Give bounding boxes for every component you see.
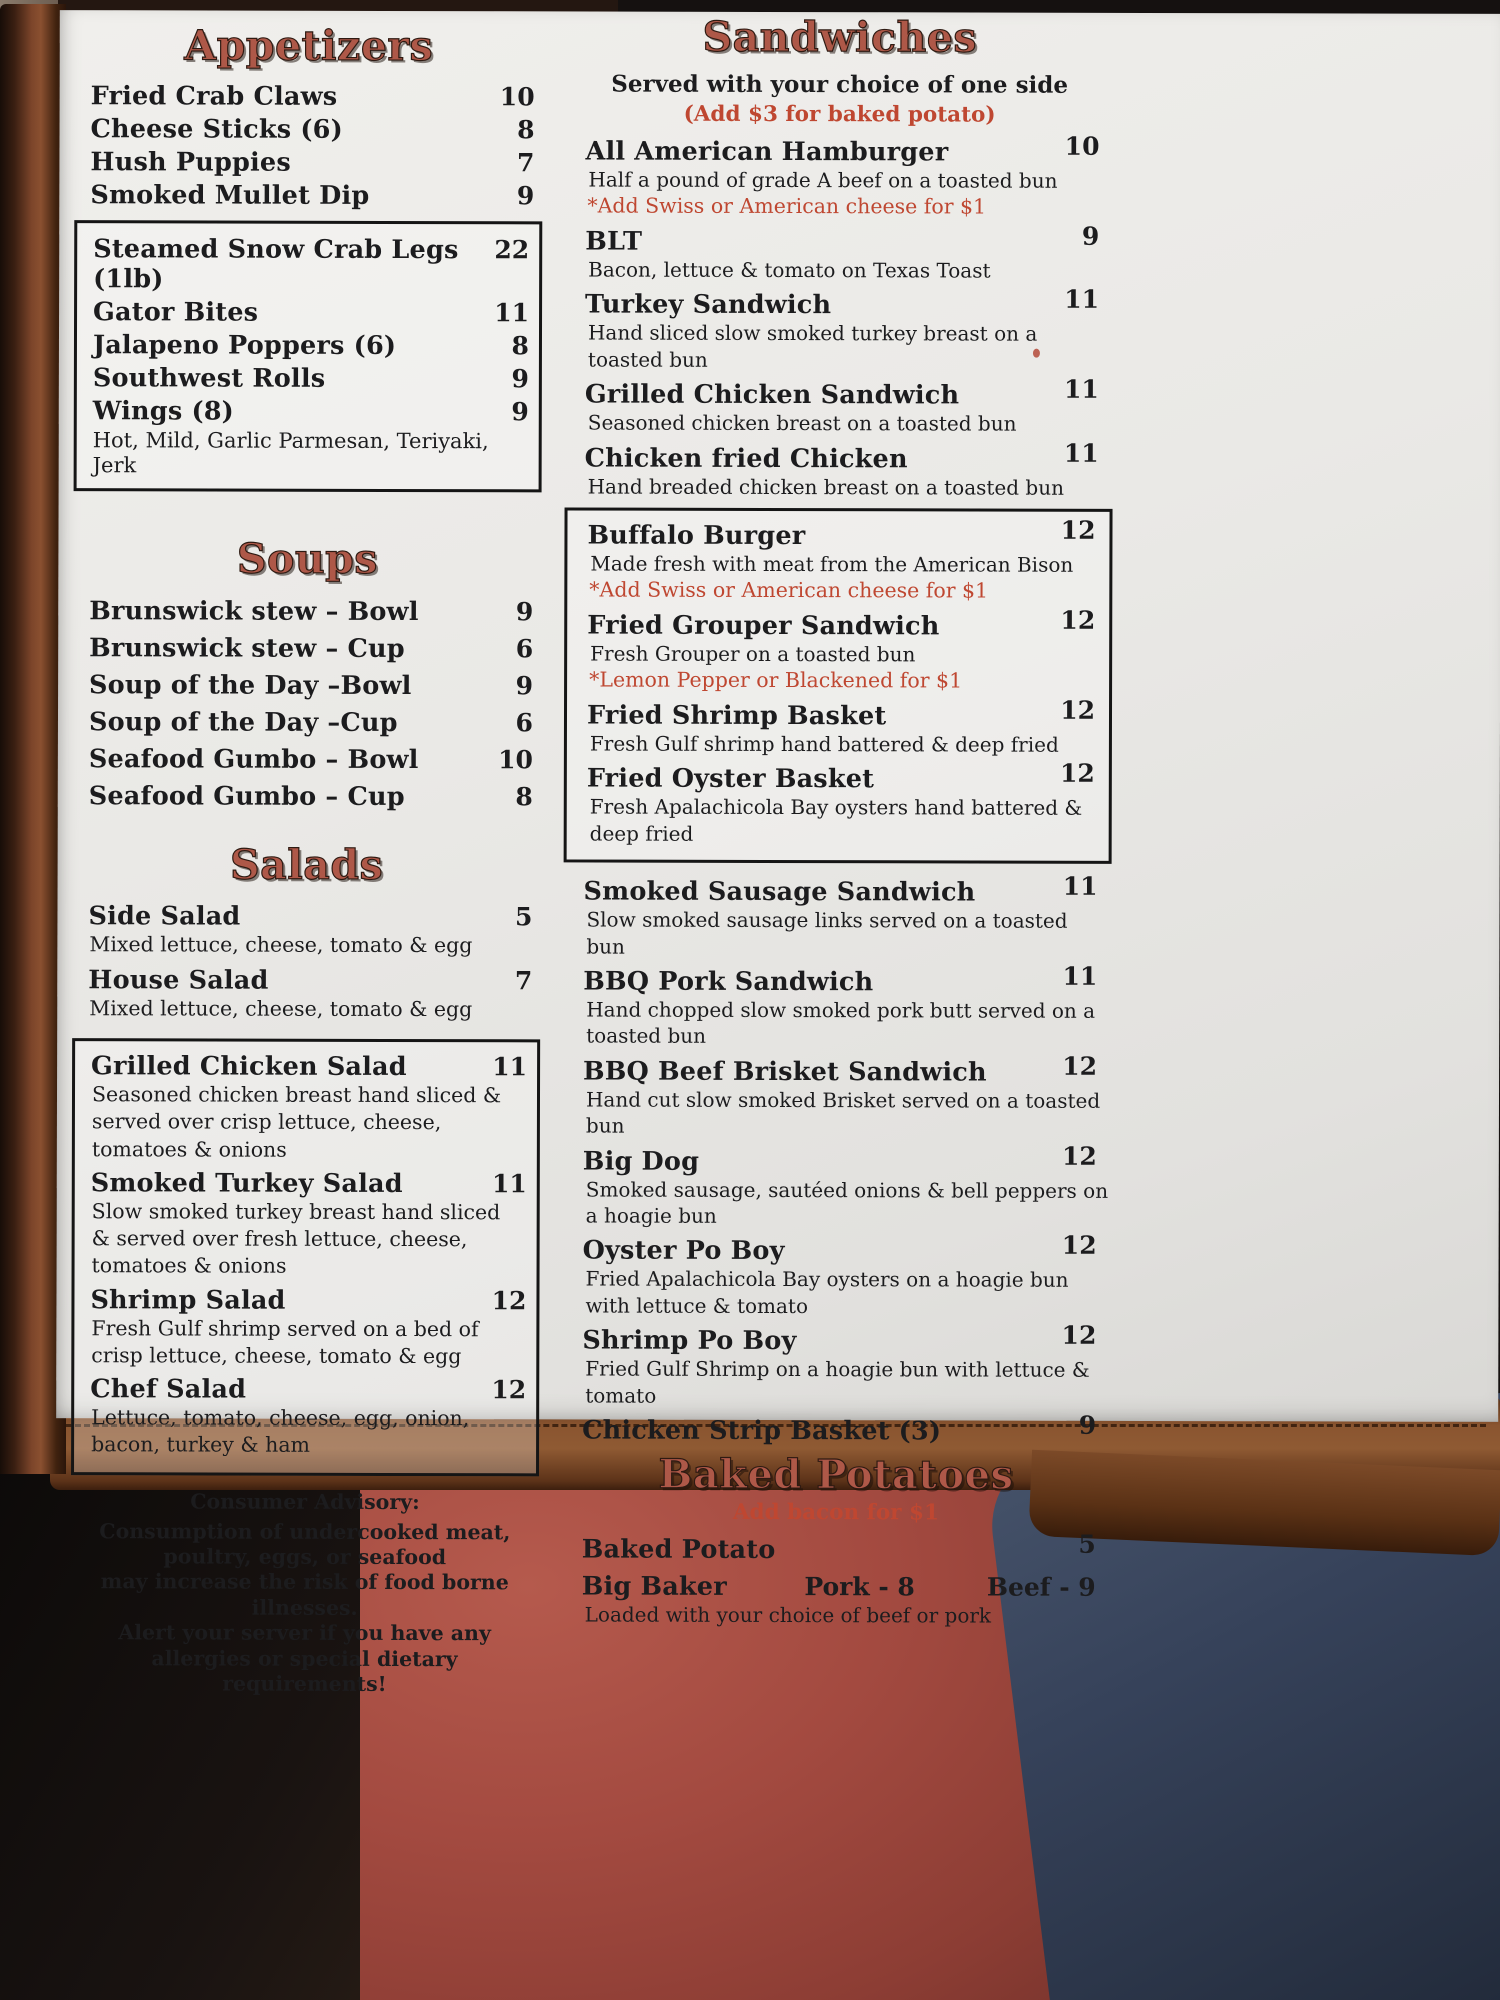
sandwiches-subtitle: Served with your choice of one side (611, 70, 1069, 99)
menu-item (562, 1320, 1110, 1357)
item-price: 8 (511, 331, 530, 361)
item-description: Half a pound of grade A beef on a toasted bun (588, 167, 1058, 193)
item-name: Smoked Sausage Sandwich (583, 876, 976, 908)
item-description: Fresh Gulf shrimp served on a bed of crisp lettuce, cheese, tomato & egg (91, 1315, 479, 1368)
menu-item (565, 438, 1113, 474)
soups-list (73, 597, 542, 813)
item-name: Hush Puppies (90, 147, 291, 178)
item-price: 12 (1060, 695, 1096, 725)
menu-item (567, 695, 1109, 732)
item-price: 9 (1078, 1410, 1097, 1440)
item-name: Fried Shrimp Basket (586, 700, 887, 732)
menu-entry (72, 901, 540, 959)
item-price: 11 (1064, 285, 1100, 315)
item-description: Hot, Mild, Garlic Parmesan, Teriyaki, Jerk (92, 428, 489, 478)
menu-entry (74, 1285, 534, 1371)
item-price: 9 (515, 597, 534, 627)
menu-entry (563, 872, 1111, 961)
menu-item (73, 597, 541, 628)
item-name: Brunswick stew – Cup (89, 633, 405, 665)
menu-entry (562, 1529, 1110, 1565)
item-price: 12 (1060, 605, 1096, 635)
item-name: Fried Crab Claws (90, 81, 338, 112)
item-description: Hand chopped slow smoked pork butt served on a toasted bun (586, 997, 1096, 1049)
salads-featured-box (71, 1038, 540, 1476)
item-price: 12 (1062, 1141, 1097, 1171)
baked-potatoes-note: Add bacon for $1 (732, 1499, 939, 1526)
item-description: Slow smoked sausage links served on a toasted bun (586, 907, 1068, 959)
item-name: Jalapeno Poppers (6) (92, 330, 397, 362)
item-name: Grilled Chicken Sandwich (584, 379, 960, 411)
menu-entry (562, 1231, 1110, 1320)
item-description: Fresh Grouper on a toasted bun (590, 641, 916, 667)
item-name: Soup of the Day –Bowl (89, 670, 412, 702)
item-price: 12 (1061, 1320, 1097, 1351)
item-name: Southwest Rolls (92, 363, 326, 394)
menu-item (565, 221, 1113, 258)
menu-item (72, 901, 540, 932)
menu-entry (567, 759, 1109, 848)
item-name: Chicken Strip Basket (3) (582, 1415, 942, 1447)
item-description: Loaded with your choice of beef or pork (584, 1602, 992, 1628)
item-description: Fresh Gulf shrimp hand battered & deep fried (589, 731, 1059, 757)
item-price: 6 (515, 708, 534, 738)
menu-item (562, 1410, 1110, 1447)
menu-entry (72, 965, 540, 1023)
sandwiches-featured-box (564, 507, 1113, 864)
menu-entry (565, 221, 1113, 285)
item-price: 11 (1064, 374, 1099, 405)
menu-item (74, 147, 542, 178)
soups-title: Soups (236, 535, 378, 584)
salads-title: Salads (229, 841, 384, 890)
menu-entry (562, 1320, 1110, 1410)
item-price: 11 (494, 298, 530, 328)
item-name: Big Baker (581, 1571, 727, 1602)
advisory-line: may increase the risk of food borne illnesses. (100, 1569, 509, 1620)
item-price: 9 (511, 397, 529, 427)
menu-entry (562, 1410, 1110, 1447)
menu-item (563, 1231, 1111, 1267)
item-name: Gator Bites (93, 297, 259, 328)
item-name: Steamed Snow Crab Legs (1lb) (93, 234, 459, 295)
item-price: 10 (498, 745, 533, 775)
advisory-heading: Consumer Advisory: (190, 1488, 420, 1514)
menu-item (73, 708, 541, 739)
menu-item (563, 1051, 1111, 1088)
sandwiches-note: (Add $3 for baked potato) (683, 101, 996, 128)
menu-item (75, 1051, 535, 1082)
item-description: Fried Gulf Shrimp on a hoagie bun with lettuce & tomato (585, 1356, 1090, 1408)
item-price: 8 (515, 782, 533, 812)
item-description: Mixed lettuce, cheese, tomato & egg (89, 931, 473, 957)
menu-entry (563, 1141, 1111, 1230)
item-name: Seafood Gumbo – Cup (88, 781, 405, 813)
menu-item (72, 965, 540, 996)
item-name: Chef Salad (90, 1374, 247, 1405)
menu-item (567, 515, 1109, 552)
menu-item (74, 180, 542, 211)
menu-item (73, 782, 541, 813)
item-description: Made fresh with meat from the American Bison (590, 551, 1074, 577)
menu-entry (563, 961, 1111, 1050)
appetizers-title: Appetizers (184, 21, 434, 71)
menu-item (73, 745, 541, 776)
item-price: 11 (1062, 961, 1098, 991)
item-price: 11 (492, 1052, 528, 1082)
item-price: 12 (1060, 515, 1096, 545)
item-name: Fried Grouper Sandwich (587, 610, 940, 642)
item-name: Side Salad (88, 900, 241, 932)
baked-potatoes-title: Baked Potatoes (658, 1450, 1014, 1499)
item-description: Hand breaded chicken breast on a toasted bun (587, 474, 1065, 500)
item-price: 10 (1064, 131, 1100, 161)
item-name: BBQ Beef Brisket Sandwich (583, 1056, 987, 1088)
item-description: Lettuce, tomato, cheese, egg, onion, bacon, turkey & ham (91, 1405, 470, 1458)
menu-item (562, 1529, 1110, 1565)
menu-item (75, 81, 543, 112)
menu-entry (565, 374, 1113, 438)
menu-item (73, 671, 541, 702)
item-description: Slow smoked turkey breast hand sliced & served over fresh lettuce, cheese, tomatoes & onions (91, 1198, 501, 1278)
left-column (70, 21, 542, 1698)
menu-item (77, 363, 537, 394)
menu-entry (74, 1374, 534, 1460)
menu-entry (567, 605, 1109, 695)
item-name: BLT (585, 226, 643, 257)
sandwiches-title: Sandwiches (702, 12, 978, 62)
menu-entry (563, 1051, 1111, 1140)
item-price: 7 (514, 966, 533, 996)
item-price: 11 (1063, 438, 1099, 468)
item-price: 11 (1062, 872, 1098, 902)
menu-item (77, 330, 537, 361)
item-name: Smoked Mullet Dip (90, 180, 370, 211)
menu-item (565, 285, 1113, 321)
advisory-line: requirements! (222, 1671, 387, 1696)
item-price: 9 (1081, 221, 1100, 251)
item-price: 9 (511, 364, 529, 394)
item-name: Oyster Po Boy (582, 1235, 785, 1267)
menu-entry (567, 695, 1109, 759)
item-price: 12 (1060, 759, 1095, 789)
menu-item (563, 961, 1111, 998)
item-price: 6 (515, 634, 534, 664)
menu-item (74, 1374, 534, 1405)
item-addon-note: *Add Swiss or American cheese for $1 (587, 193, 987, 219)
item-description: Bacon, lettuce & tomato on Texas Toast (588, 257, 991, 283)
salads-list (72, 901, 540, 1024)
item-option-beef: Beef - 9 (986, 1572, 1096, 1602)
menu-item (562, 1571, 1110, 1602)
item-price: 5 (515, 901, 533, 931)
item-description: Fresh Apalachicola Bay oysters hand battered & deep fried (589, 794, 1083, 846)
menu-entry (567, 515, 1109, 604)
menu-item (73, 634, 541, 665)
item-price: 12 (491, 1285, 527, 1315)
menu-entry (562, 1571, 1110, 1629)
item-name: Seafood Gumbo – Bowl (88, 744, 419, 776)
item-price: 9 (516, 181, 535, 211)
right-column (562, 12, 1114, 1636)
consumer-advisory (70, 1489, 539, 1698)
item-price: 11 (491, 1169, 527, 1199)
menu-entry (75, 1168, 535, 1281)
menu-item (77, 297, 537, 328)
menu-item (74, 114, 542, 145)
item-name: Wings (8) (92, 396, 234, 427)
menu-item (77, 396, 537, 427)
menu-item (565, 131, 1113, 168)
menu-item (77, 234, 537, 295)
item-name: BBQ Pork Sandwich (583, 966, 874, 998)
advisory-line: Consumption of undercooked meat, poultry, eggs, or seafood (99, 1518, 511, 1570)
item-addon-note: *Add Swiss or American cheese for $1 (589, 577, 989, 603)
item-description: Hand sliced slow smoked turkey breast on a toasted bun (587, 320, 1038, 372)
item-price: 12 (491, 1375, 527, 1405)
item-description: Seasoned chicken breast on a toasted bun (587, 410, 1017, 436)
item-price: 5 (1078, 1529, 1096, 1559)
item-name: Fried Oyster Basket (586, 763, 875, 795)
item-description: Hand cut slow smoked Brisket served on a toasted bun (585, 1087, 1101, 1138)
menu-item (75, 1168, 535, 1199)
item-price: 9 (515, 671, 534, 701)
menu-page (56, 10, 1500, 1696)
item-name: Grilled Chicken Salad (91, 1051, 407, 1083)
item-description: Seasoned chicken breast hand sliced & served over crisp lettuce, cheese, tomatoes & onions (91, 1082, 502, 1162)
item-price: 7 (517, 148, 535, 178)
advisory-line: Alert your server if you have any allergies or special dietary (118, 1620, 491, 1671)
item-name: Soup of the Day –Cup (88, 707, 398, 739)
item-price: 8 (517, 115, 535, 145)
appetizers-featured-box (74, 220, 543, 493)
menu-entry (565, 131, 1113, 220)
menu-entry (565, 438, 1113, 501)
item-name: House Salad (88, 964, 269, 996)
item-addon-note: *Lemon Pepper or Blackened for $1 (589, 667, 963, 693)
item-name: Shrimp Po Boy (582, 1325, 797, 1357)
item-name: Chicken fried Chicken (584, 443, 908, 474)
item-name: Cheese Sticks (6) (90, 114, 343, 145)
stain-speck (1033, 349, 1040, 358)
item-name: All American Hamburger (585, 136, 949, 168)
item-name: Shrimp Salad (90, 1284, 286, 1316)
appetizers-list (74, 81, 542, 211)
item-price: 12 (1061, 1231, 1097, 1261)
item-name: Baked Potato (581, 1534, 776, 1565)
item-price: 22 (494, 235, 530, 265)
item-description: Mixed lettuce, cheese, tomato & egg (89, 995, 473, 1021)
item-price: 12 (1062, 1051, 1098, 1081)
item-name: Turkey Sandwich (585, 289, 832, 321)
item-name: Smoked Turkey Salad (90, 1167, 403, 1199)
item-name: Brunswick stew – Bowl (89, 596, 419, 628)
menu-item (565, 374, 1113, 411)
item-description: Fried Apalachicola Bay oysters on a hoagie bun with lettuce & tomato (585, 1266, 1069, 1318)
item-price: 10 (499, 82, 535, 112)
item-name: Big Dog (582, 1146, 700, 1177)
menu-entry (565, 285, 1113, 374)
item-option-pork: Pork - 8 (804, 1572, 915, 1602)
menu-item (563, 1141, 1111, 1177)
item-description: Smoked sausage, sautéed onions & bell peppers on a hoagie bun (585, 1177, 1109, 1228)
menu-item (567, 759, 1109, 795)
menu-item (564, 872, 1112, 908)
menu-item (74, 1285, 534, 1316)
menu-entry (75, 1051, 535, 1164)
menu-item (567, 605, 1109, 642)
item-name: Buffalo Burger (587, 520, 806, 552)
